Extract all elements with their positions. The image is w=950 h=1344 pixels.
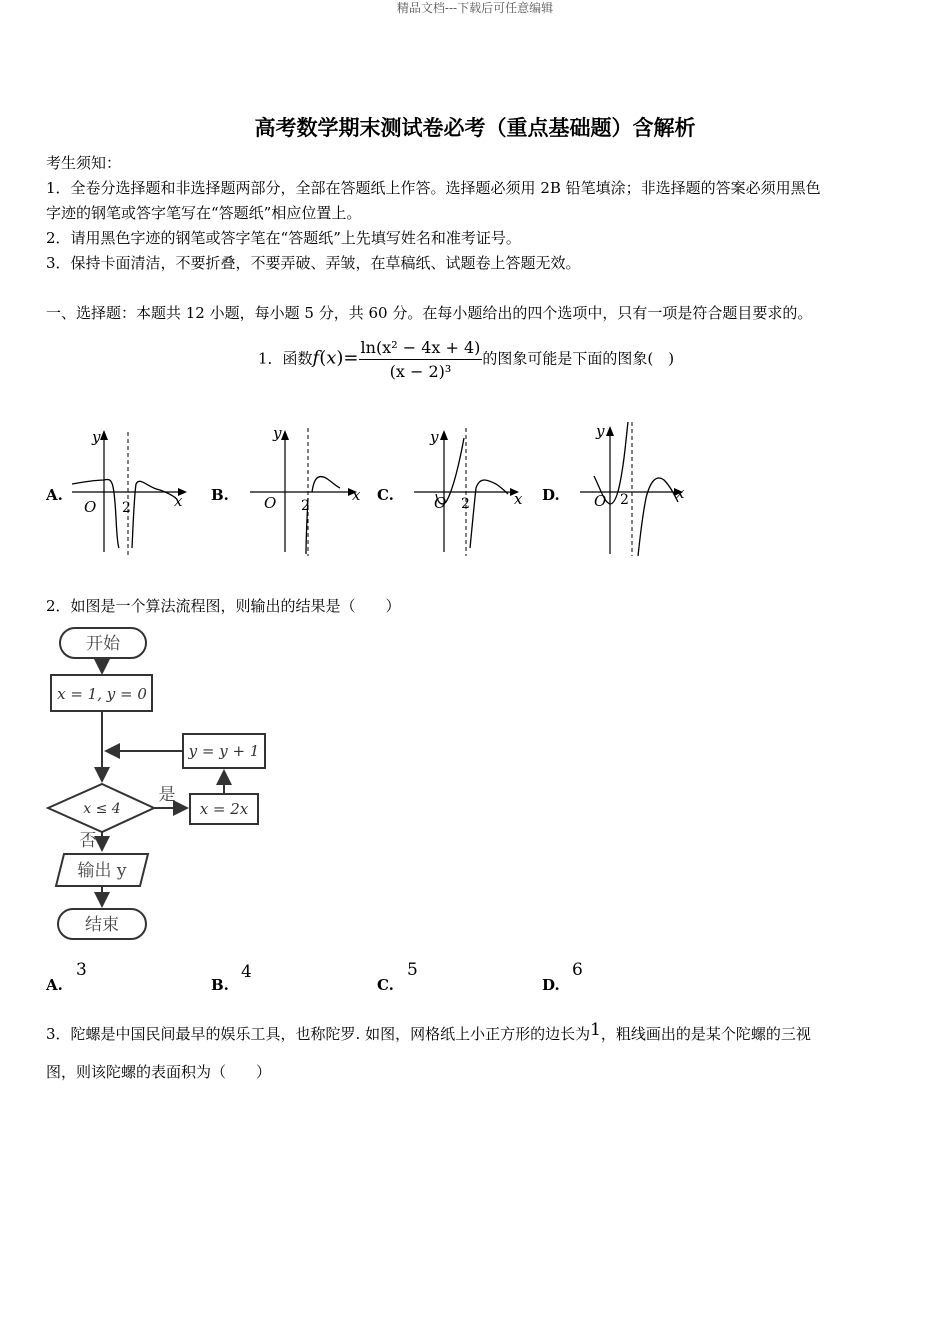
notice-line-2: 2．请用黑色字迹的钢笔或答字笔在“答题纸”上先填写姓名和准考证号。 (46, 229, 521, 247)
question-2-stem: 2．如图是一个算法流程图，则输出的结果是（ ） (46, 597, 401, 615)
flow-start-text: 开始 (86, 634, 120, 654)
q2-option-c-value: 5 (407, 960, 418, 980)
flow-no-label: 否 (79, 831, 97, 851)
q1-suffix: 的图象可能是下面的图象( ) (482, 349, 675, 368)
y-axis-arrow (281, 430, 289, 440)
q2-option-b-label[interactable]: B. (211, 976, 229, 994)
curve (306, 477, 340, 554)
q1-option-c-label[interactable]: C. (377, 486, 394, 504)
section-1-heading: 一、选择题：本题共 12 小题，每小题 5 分，共 60 分。在每小题给出的四个选项中，只有一项是符合题目要求的。 (46, 304, 813, 322)
y-label: y (273, 424, 282, 442)
flow-yes-label: 是 (158, 785, 176, 805)
q1-graph-a[interactable] (70, 418, 200, 560)
origin-label: O (594, 492, 607, 510)
q1-func: f (312, 347, 320, 369)
curve (436, 438, 508, 548)
y-axis-arrow (606, 426, 614, 436)
flow-update-text: y = y + 1 (188, 742, 260, 760)
q1-numerator: ln(x² − 4x + 4) (359, 338, 483, 360)
x-label: x (174, 492, 183, 510)
q1-arg: x (326, 347, 337, 369)
q1-graph-b[interactable] (248, 418, 378, 560)
q2-flowchart (44, 624, 280, 950)
q2-option-c-label[interactable]: C. (377, 976, 394, 994)
flow-condition-text: x ≤ 4 (83, 801, 121, 817)
q3-text-a: 3．陀螺是中国民间最早的娱乐工具，也称陀罗. 如图，网格纸上小正方形的边长为 (46, 1025, 591, 1043)
notice-line-1: 1．全卷分选择题和非选择题两部分，全部在答题纸上作答。选择题必须用 2B 铅笔填涂；非选择题的答案必须用黑色 (46, 179, 821, 197)
x-label: x (514, 490, 523, 508)
tick-label: 2 (122, 500, 131, 516)
tick-label: 2 (620, 492, 629, 508)
question-3-line-1 (46, 1022, 926, 1047)
y-label: y (92, 428, 101, 446)
page-header-watermark: 精品文档---下载后可任意编辑 (396, 1, 554, 15)
x-label: x (676, 484, 685, 502)
x-label: x (352, 486, 361, 504)
origin-label: O (84, 498, 97, 516)
flow-end-text: 结束 (85, 915, 119, 935)
tick-label: 2 (301, 498, 310, 514)
q2-option-d-value: 6 (572, 960, 583, 980)
flow-init-text: x = 1, y = 0 (57, 685, 147, 703)
origin-label: O (434, 494, 447, 512)
q2-option-b-value: 4 (241, 962, 252, 982)
origin-label: O (264, 494, 277, 512)
page-title: 高考数学期末测试卷必考（重点基础题）含解析 (254, 115, 696, 140)
q1-option-a-label[interactable]: A. (46, 486, 63, 504)
curve (594, 422, 678, 556)
q2-option-a-value: 3 (76, 960, 87, 980)
q2-option-d-label[interactable]: D. (542, 976, 560, 994)
question-3-line-2: 图，则该陀螺的表面积为（ ） (46, 1063, 272, 1081)
q3-text-b: ，粗线画出的是某个陀螺的三视 (600, 1025, 811, 1043)
y-axis-arrow (440, 430, 448, 440)
q1-option-d-label[interactable]: D. (542, 486, 560, 504)
notice-heading: 考生须知： (46, 154, 122, 172)
notice-line-3: 3．保持卡面清洁，不要折叠，不要弄破、弄皱，在草稿纸、试题卷上答题无效。 (46, 254, 581, 272)
tick-label: 2 (461, 496, 470, 512)
notice-line-1b: 字迹的钢笔或答字笔写在“答题纸”相应位置上。 (46, 204, 362, 222)
y-axis-arrow (100, 430, 108, 440)
q3-one: 1 (590, 1020, 601, 1040)
flow-double-text: x = 2x (199, 800, 249, 818)
q1-prefix: 1．函数 (258, 349, 313, 368)
q1-fraction (359, 338, 483, 381)
question-1: 1．函数f(x)= $\frac{\text{ln(x² − 4x + 4)}}{\text{(x − 2)³}}$ 的图象可能是下面的图象( ) (258, 338, 675, 381)
q2-option-a-label[interactable]: A. (46, 976, 63, 994)
q1-graph-c[interactable] (410, 418, 540, 560)
y-label: y (596, 422, 605, 440)
q1-graph-d[interactable] (576, 418, 706, 560)
y-label: y (430, 428, 439, 446)
q1-option-b-label[interactable]: B. (211, 486, 229, 504)
q1-denominator: (x − 2)³ (389, 362, 452, 381)
flow-output-text: 输出 y (77, 861, 127, 881)
